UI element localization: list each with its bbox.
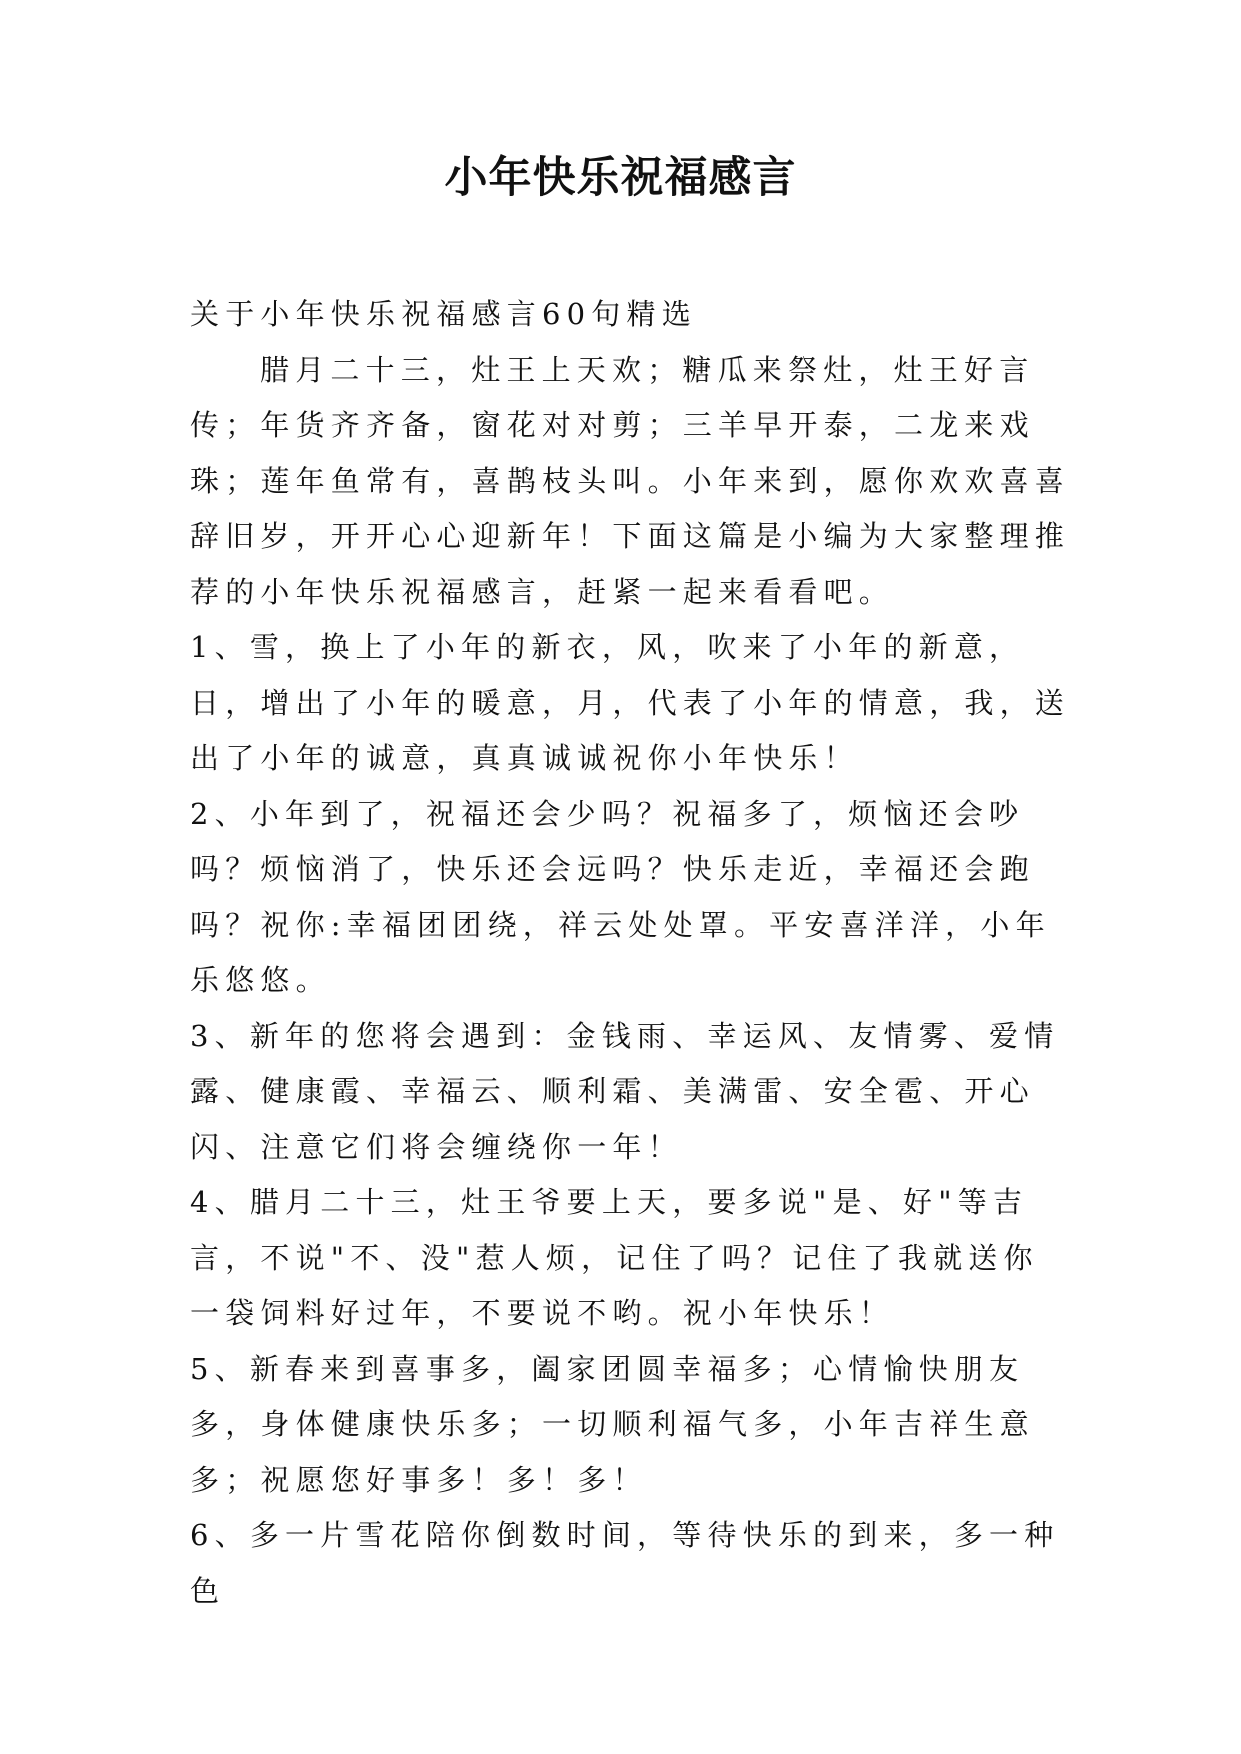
blessing-item-5: 5、新春来到喜事多，阖家团圆幸福多；心情愉快朋友多，身体健康快乐多；一切顺利福气多，小年吉祥生意多；祝愿您好事多！多！多！ (190, 1351, 1035, 1497)
document-body (190, 287, 1070, 1619)
subtitle-line: 关于小年快乐祝福感言60句精选 (190, 297, 697, 331)
blessing-item-6: 6、多一片雪花陪你倒数时间，等待快乐的到来，多一种色 (190, 1518, 1060, 1608)
blessing-item-3: 3、新年的您将会遇到：金钱雨、幸运风、友情雾、爱情露、健康霞、幸福云、顺利霜、美满雷、安全雹、开心闪、注意它们将会缠绕你一年！ (190, 1018, 1060, 1164)
intro-paragraph: 腊月二十三，灶王上天欢；糖瓜来祭灶，灶王好言传；年货齐齐备，窗花对对剪；三羊早开泰，二龙来戏珠；莲年鱼常有，喜鹊枝头叫。小年来到，愿你欢欢喜喜辞旧岁，开开心心迎新年！下面这篇是小编为大家整理推荐的小年快乐祝福感言，赶紧一起来看看吧。 (190, 352, 1071, 609)
blessing-item-4: 4、腊月二十三，灶王爷要上天，要多说"是、好"等吉言，不说"不、没"惹人烦，记住了吗？记住了我就送你一袋饲料好过年，不要说不哟。祝小年快乐！ (190, 1185, 1039, 1330)
document-title: 小年快乐祝福感言 (444, 153, 797, 203)
blessing-item-2: 2、小年到了，祝福还会少吗？祝福多了，烦恼还会吵吗？烦恼消了，快乐还会远吗？快乐走近，幸福还会跑吗？祝你:幸福团团绕，祥云处处罩。平安喜洋洋，小年乐悠悠。 (190, 796, 1051, 997)
blessing-item-1: 1、雪，换上了小年的新衣，风，吹来了小年的新意，日，增出了小年的暖意，月，代表了小年的情意，我，送出了小年的诚意，真真诚诚祝你小年快乐！ (190, 630, 1071, 775)
